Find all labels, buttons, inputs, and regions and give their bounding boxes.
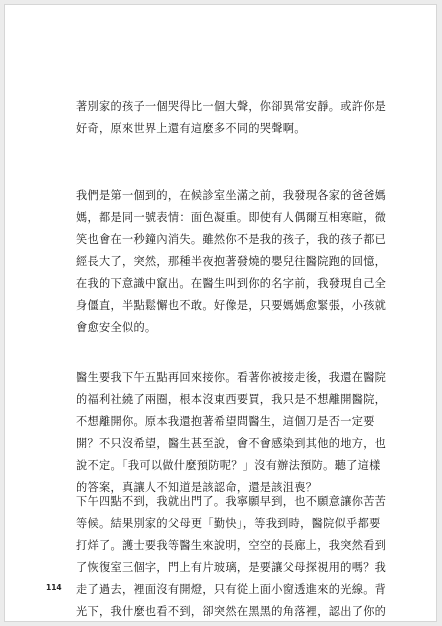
text-line: 打烊了。護士要我等醫生來說明，空空的長廊上，我突然看到 <box>76 539 387 552</box>
text-line: 好奇，原來世界上還有這麼多不同的哭聲啊。 <box>76 122 306 135</box>
text-line: 走了過去，裡面沒有開燈，只有從上面小窗透進來的光線。背 <box>76 583 387 596</box>
book-page <box>4 4 437 622</box>
paragraph-3 <box>76 367 387 499</box>
text-line: 會愈安全似的。 <box>76 321 157 334</box>
text-line: 說不定。「我可以做什麼預防呢？」沒有辦法預防。聽了這樣 <box>76 459 381 472</box>
text-line: 開？不只沒希望，醫生甚至說，會不會感染到其他的地方，也 <box>76 437 387 450</box>
text-line: 我們是第一個到的，在候診室坐滿之前，我發現各家的爸爸媽 <box>76 189 387 202</box>
text-line: 媽，都是同一號表情：面色凝重。即使有人偶爾互相寒暄，微 <box>76 211 387 224</box>
text-line: 笑也會在一秒鐘內消失。雖然你不是我的孩子，我的孩子都已 <box>76 233 387 246</box>
text-line: 經長大了，突然，那種半夜抱著發燒的嬰兒往醫院跑的回憶， <box>76 255 387 268</box>
paragraph-4 <box>76 491 387 623</box>
text-line: 的福利社繞了兩圈，根本沒東西要買，我只是不想離開醫院， <box>76 393 387 406</box>
text-line: 身僵直，半點鬆懈也不敢。好像是，只要媽媽愈緊張，小孩就 <box>76 299 387 312</box>
text-line: 等候。結果別家的父母更「勤快」，等我到時，醫院似乎都要 <box>76 517 381 530</box>
text-line: 著別家的孩子一個哭得比一個大聲，你卻異常安靜。或許你是 <box>76 100 387 113</box>
text-line: 了恢復室三個字，門上有片玻璃，是要讓父母探視用的嗎？我 <box>76 561 387 574</box>
paragraph-2 <box>76 185 387 339</box>
page-number: 114 <box>46 583 62 592</box>
text-line: 光下，我什麼也看不到，卻突然在黑黑的角落裡，認出了你的 <box>76 605 387 618</box>
text-line: 的答案，真讓人不知道是該認命，還是該沮喪？ <box>76 481 318 494</box>
text-line: 醫生要我下午五點再回來接你。看著你被接走後，我還在醫院 <box>76 371 387 384</box>
text-line: 不想離開你。原本我還抱著希望問醫生，這個刀是否一定要 <box>76 415 375 428</box>
text-line: 在我的下意識中竄出。在醫生叫到你的名字前，我發現自己全 <box>76 277 387 290</box>
text-line: 下午四點不到，我就出門了。我寧願早到，也不願意讓你苦苦 <box>76 495 387 508</box>
paragraph-1 <box>76 96 387 140</box>
